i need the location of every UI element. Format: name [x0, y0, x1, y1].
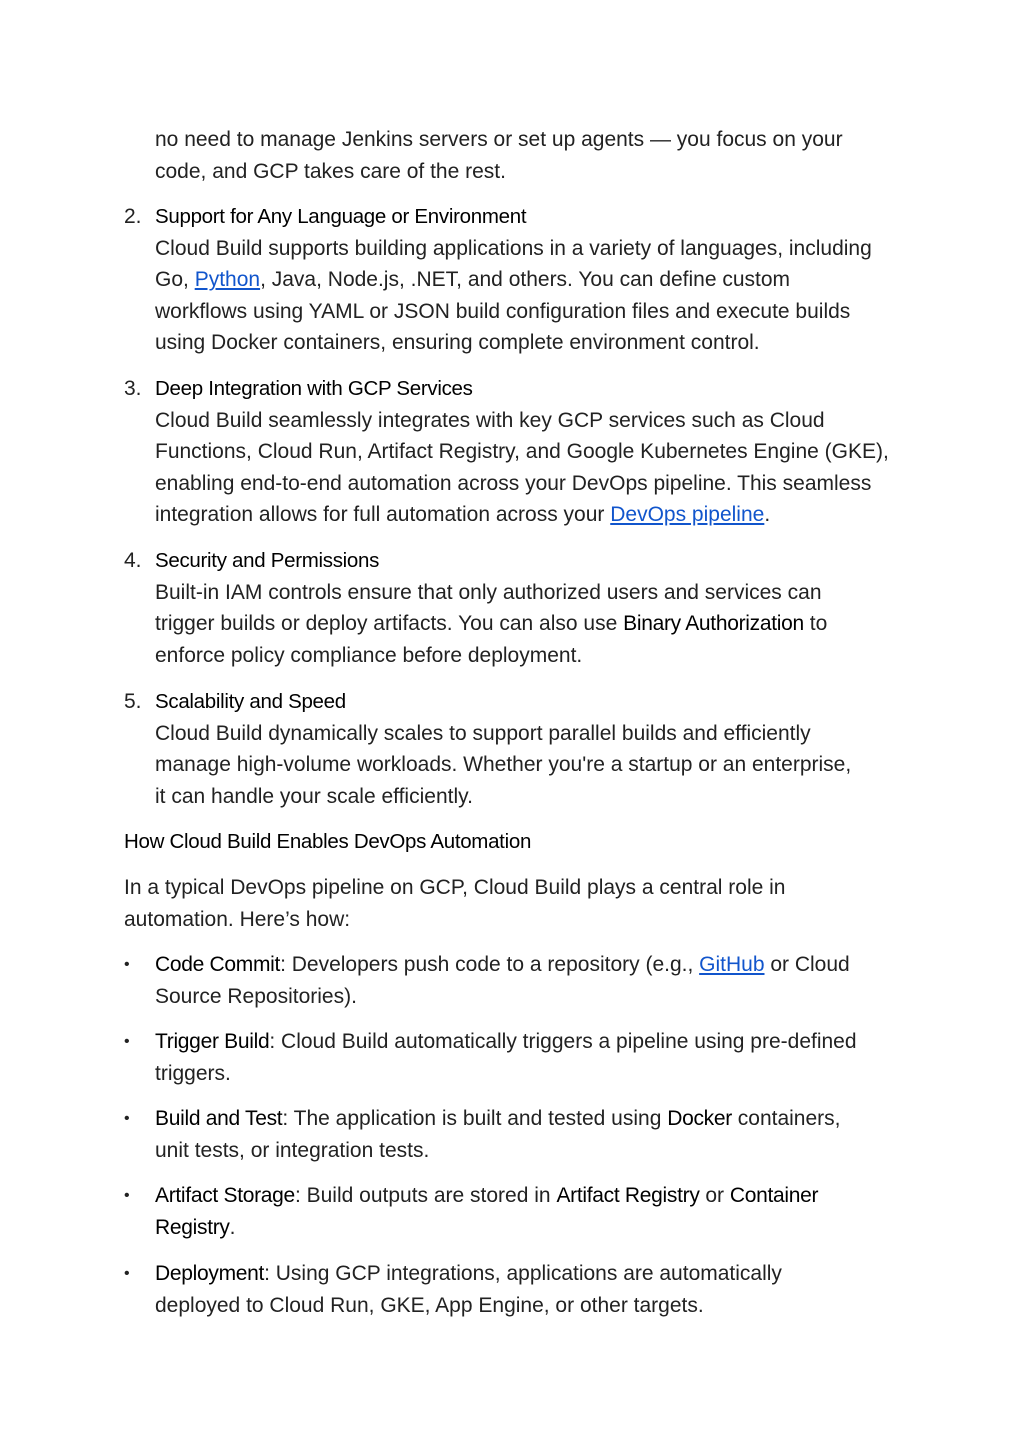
text-line: containers,	[731, 1107, 841, 1130]
key-term: Registry	[155, 1215, 230, 1239]
github-link[interactable]: GitHub	[699, 953, 765, 976]
key-term: Docker	[667, 1107, 732, 1130]
text-line: automation. Here’s how:	[124, 907, 351, 931]
text-line: Cloud Build dynamically scales to support parallel builds and efficiently	[155, 721, 811, 745]
section-intro	[124, 872, 914, 935]
section-heading: How Cloud Build Enables DevOps Automation	[124, 830, 532, 853]
text-line: .	[229, 1215, 236, 1239]
text-line: or Cloud	[764, 953, 850, 976]
key-term: Artifact Registry	[556, 1184, 700, 1207]
list-item-2	[155, 201, 915, 359]
text-line: : Developers push code to a repository (e.g.,	[280, 953, 700, 976]
text-line: manage high-volume workloads. Whether you're a startup or an enterprise,	[155, 753, 852, 777]
key-term: Container	[729, 1184, 819, 1207]
text-line: no need to manage Jenkins servers or set up agents — you focus on your	[155, 128, 843, 151]
python-link[interactable]: Python	[194, 268, 261, 292]
bullet-item-trigger-build	[155, 1026, 915, 1089]
key-term: Deployment	[155, 1262, 265, 1285]
item-title: Deep Integration with GCP Services	[155, 377, 473, 400]
bullet-item-deployment	[155, 1258, 915, 1321]
list-marker-2: 2.	[124, 205, 142, 228]
text-line: Go,	[155, 268, 195, 292]
item-title: Support for Any Language or Environment	[155, 205, 527, 228]
bullet-icon: •	[124, 1265, 130, 1282]
key-term: Code Commit	[155, 953, 281, 976]
list-marker-5: 5.	[124, 690, 142, 713]
bullet-icon: •	[124, 1110, 130, 1127]
devops-pipeline-link[interactable]: DevOps pipeline	[610, 503, 765, 527]
list-item-4	[155, 545, 915, 671]
text-line: .	[764, 503, 771, 527]
text-line: to	[803, 612, 828, 636]
bullet-icon: •	[124, 956, 130, 973]
text-line: Functions, Cloud Run, Artifact Registry, and Google Kubernetes Engine (GKE),	[155, 440, 889, 464]
item-1-continuation	[155, 124, 915, 187]
text-line: or	[699, 1184, 730, 1207]
text-line: Cloud Build seamlessly integrates with key GCP services such as Cloud	[155, 408, 825, 432]
text-line: Source Repositories).	[155, 984, 357, 1008]
text-line: it can handle your scale efficiently.	[155, 784, 473, 808]
text-line: enabling end-to-end automation across your DevOps pipeline. This seamless	[155, 471, 872, 495]
bullet-item-artifact-storage	[155, 1180, 915, 1243]
text-line: triggers.	[155, 1061, 231, 1085]
list-marker-3: 3.	[124, 377, 142, 400]
text-line: Built-in IAM controls ensure that only authorized users and services can	[155, 580, 822, 604]
text-line: Cloud Build supports building applications in a variety of languages, including	[155, 236, 872, 260]
key-term: Build and Test	[155, 1107, 283, 1130]
text-line: trigger builds or deploy artifacts. You can also use	[155, 612, 624, 636]
bullet-item-build-and-test	[155, 1103, 915, 1166]
list-item-5	[155, 686, 915, 812]
text-line: unit tests, or integration tests.	[155, 1138, 430, 1162]
text-line: using Docker containers, ensuring complete environment control.	[155, 331, 760, 355]
key-term: Artifact Storage	[155, 1184, 295, 1207]
text-line: , Java, Node.js, .NET, and others. You can define custom	[260, 268, 791, 292]
text-line: : Using GCP integrations, applications are automatically	[264, 1262, 782, 1285]
bullet-icon: •	[124, 1187, 130, 1204]
key-term: Binary Authorization	[623, 612, 804, 636]
text-line: code, and GCP takes care of the rest.	[155, 159, 506, 183]
bullet-icon: •	[124, 1033, 130, 1050]
text-line: In a typical DevOps pipeline on GCP, Cloud Build plays a central role in	[124, 876, 786, 899]
text-line: integration allows for full automation across your	[155, 503, 611, 527]
item-title: Scalability and Speed	[155, 690, 346, 713]
text-line: : Cloud Build automatically triggers a pipeline using pre-defined	[269, 1030, 857, 1053]
text-line: : The application is built and tested using	[282, 1107, 668, 1130]
key-term: Trigger Build	[155, 1030, 270, 1053]
text-line: workflows using YAML or JSON build configuration files and execute builds	[155, 299, 851, 323]
list-item-3	[155, 373, 915, 531]
text-line: enforce policy compliance before deployment.	[155, 643, 583, 667]
text-line: deployed to Cloud Run, GKE, App Engine, or other targets.	[155, 1293, 704, 1317]
list-marker-4: 4.	[124, 549, 142, 572]
text-line: : Build outputs are stored in	[294, 1184, 557, 1207]
item-title: Security and Permissions	[155, 549, 380, 572]
bullet-item-code-commit	[155, 949, 915, 1012]
